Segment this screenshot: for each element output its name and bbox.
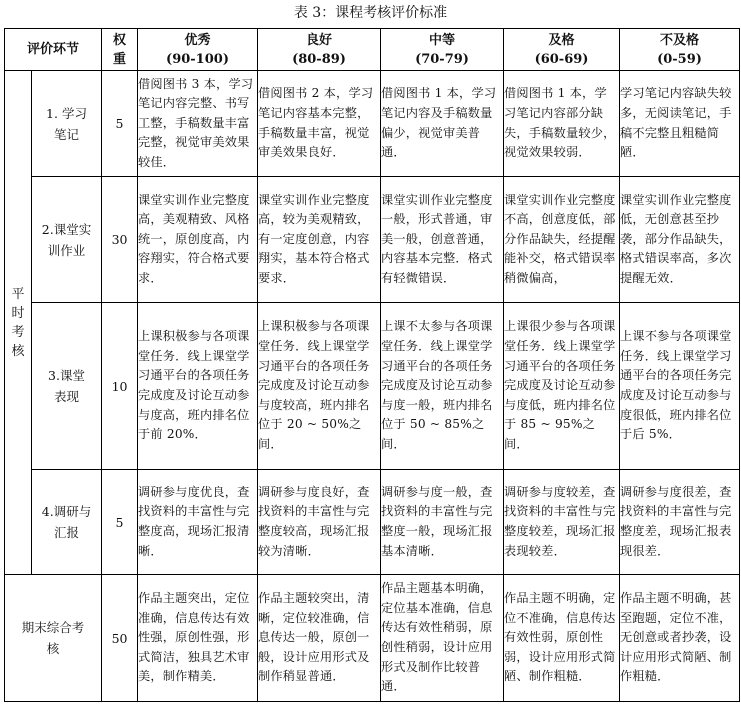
criteria-cell: 调研参与度很差，查找资料的丰富性与完整度差，现场汇报表现很差． [620,470,740,575]
criteria-cell: 学习笔记内容缺失较多，无阅读笔记，手稿不完整且粗糙简陋． [620,71,740,177]
level-range: (60-69) [534,51,589,67]
header-weight-line2: 重 [113,51,127,67]
item-name: 2.课堂实训作业 [32,177,102,303]
group-char: 时 [11,305,25,321]
criteria-cell: 上课不参与各项课堂任务．线上课堂学习通平台的各项任务完成度及讨论互动参与度很低，班内排名位于后 5%． [620,303,740,470]
item-name: 3.课堂表现 [32,303,102,470]
header-section: 评价环节 [5,29,102,71]
table-row [5,303,740,470]
level-name: 中等 [429,32,456,48]
header-level-medium [381,29,504,71]
group-char: 核 [11,343,25,359]
criteria-cell: 作品主题不明确，甚至跑题，定位不准，无创意或者抄袭，设计应用形式简陋、制作粗糙． [620,575,740,702]
item-weight: 5 [102,71,138,177]
header-level-excellent [138,29,258,71]
group-char: 平 [11,286,25,302]
level-range: (0-59) [657,51,702,67]
table-row [5,71,740,177]
item-name: 1. 学习笔记 [32,71,102,177]
item-name: 4.调研与汇报 [32,470,102,575]
criteria-cell: 借阅图书 1 本，学习笔记内容及手稿数量偏少，视觉审美普通． [381,71,504,177]
table-caption: 表 3：课程考核评价标准 [293,5,448,21]
item-weight: 10 [102,303,138,470]
header-level-good [258,29,381,71]
criteria-cell: 作品主题突出，定位准确，信息传达有效性强，原创性强，形式简洁，独具艺术审美，制作精美． [138,575,258,702]
criteria-cell: 上课积极参与各项课堂任务．线上课堂学习通平台的各项任务完成度及讨论互动参与度高，班内排名位于前 20%． [138,303,258,470]
final-item-weight: 50 [102,575,138,702]
item-weight: 30 [102,177,138,303]
criteria-cell: 借阅图书 3 本，学习笔记内容完整、书写工整，手稿数量丰富完整，视觉审美效果较佳． [138,71,258,177]
criteria-cell: 课堂实训作业完整度一般，形式普通，审美一般，创意普通，内容基本完整．格式有轻微错误． [381,177,504,303]
header-level-pass [504,29,620,71]
table-row-final [5,575,740,702]
criteria-cell: 课堂实训作业完整度不高，创意度低，部分作品缺失，经提醒能补交，格式错误率稍微偏高， [504,177,620,303]
level-range: (90-100) [166,51,229,67]
table-row [5,177,740,303]
header-row [5,29,740,71]
criteria-cell: 借阅图书 2 本，学习笔记内容基本完整，手稿数量丰富，视觉审美效果良好． [258,71,381,177]
criteria-cell: 作品主题不明确，定位不准确，信息传达有效性弱，原创性弱，设计应用形式简陋、制作粗糙． [504,575,620,702]
group-char: 考 [11,324,25,340]
final-item-name: 期末综合考核 [5,575,102,702]
criteria-cell: 调研参与度较差，查找资料的丰富性与完整度较差，现场汇报表现较差． [504,470,620,575]
header-level-fail [620,29,740,71]
criteria-cell: 作品主题较突出，清晰，定位较准确，信息传达一般，原创一般，设计应用形式及制作稍显普通． [258,575,381,702]
level-name: 及格 [548,32,575,48]
evaluation-criteria-table [4,28,740,702]
criteria-cell: 调研参与度良好，查找资料的丰富性与完整度较高，现场汇报较为清晰． [258,470,381,575]
item-weight: 5 [102,470,138,575]
criteria-cell: 作品主题基本明确，定位基本准确，信息传达有效性稍弱，原创性稍弱，设计应用形式及制作比较普通． [381,575,504,702]
criteria-cell: 课堂实训作业完整度高，美观精致、风格统一，原创度高，内容翔实，符合格式要求． [138,177,258,303]
level-range: (70-79) [415,51,469,67]
level-name: 优秀 [184,32,211,48]
level-name: 不及格 [660,32,700,48]
criteria-cell: 上课积极参与各项课堂任务．线上课堂学习通平台的各项任务完成度及讨论互动参与度较高，班内排名位于 20 ~ 50%之间． [258,303,381,470]
header-weight [102,29,138,71]
criteria-cell: 上课不太参与各项课堂任务．线上课堂学习通平台的各项任务完成度及讨论互动参与度一般，班内排名位于 50 ~ 85%之间． [381,303,504,470]
criteria-cell: 课堂实训作业完整度低，无创意甚至抄袭，部分作品缺失，格式错误率高，多次提醒无效． [620,177,740,303]
table-row [5,470,740,575]
criteria-cell: 借阅图书 1 本，学习笔记内容部分缺失，手稿数量较少，视觉效果较弱． [504,71,620,177]
group-label-regular-assessment [5,71,32,575]
header-weight-line1: 权 [113,32,127,48]
level-name: 良好 [306,32,333,48]
level-range: (80-89) [292,51,346,67]
criteria-cell: 调研参与度优良，查找资料的丰富性与完整度高，现场汇报清晰． [138,470,258,575]
criteria-cell: 上课很少参与各项课堂任务．线上课堂学习通平台的各项任务完成度及讨论互动参与度低，班内排名位于 85 ~ 95%之间． [504,303,620,470]
criteria-cell: 调研参与度一般，查找资料的丰富性与完整度一般，现场汇报基本清晰． [381,470,504,575]
criteria-cell: 课堂实训作业完整度高，较为美观精致，有一定度创意，内容翔实，基本符合格式要求． [258,177,381,303]
